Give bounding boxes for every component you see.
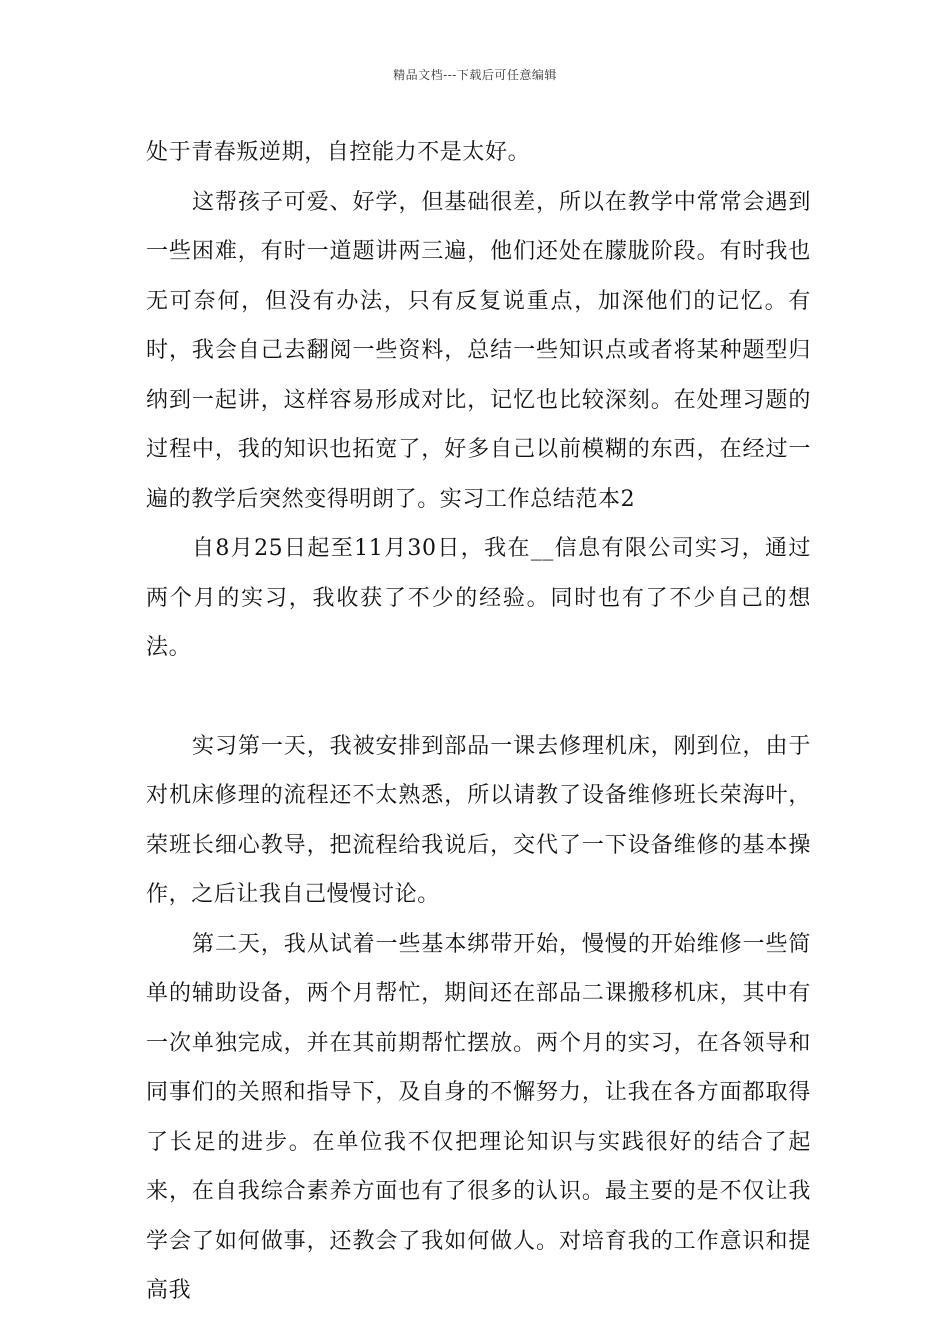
page-header: 精品文档---下载后可任意编辑 bbox=[393, 68, 557, 82]
document-body bbox=[146, 128, 811, 1316]
paragraph-1: 处于青春叛逆期，自控能力不是太好。 bbox=[146, 140, 531, 165]
paragraph-3: 自8月25日起至11月30日，我在__信息有限公司实习，通过两个月的实习，我收获了不少的经验。同时也有了不少自己的想法。 bbox=[146, 536, 811, 660]
paragraph-4: 实习第一天，我被安排到部品一课去修理机床，刚到位，由于对机床修理的流程还不太熟悉，所以请教了设备维修班长荣海叶，荣班长细心教导，把流程给我说后，交代了一下设备维修的基本操作，之后让我自己慢慢讨论。 bbox=[146, 733, 811, 907]
paragraph-2: 这帮孩子可爱、好学，但基础很差，所以在教学中常常会遇到一些困难，有时一道题讲两三遍，他们还处在朦胧阶段。有时我也无可奈何，但没有办法，只有反复说重点，加深他们的记忆。有时，我会自己去翻阅一些资料，总结一些知识点或者将某种题型归纳到一起讲，这样容易形成对比，记忆也比较深刻。在处理习题的过程中，我的知识也拓宽了，好多自己以前模糊的东西，在经过一遍的教学后突然变得明朗了。实习工作总结范本2 bbox=[146, 189, 811, 512]
paragraph-spacer bbox=[146, 673, 811, 722]
paragraph-5: 第二天，我从试着一些基本绑带开始，慢慢的开始维修一些简单的辅助设备，两个月帮忙，期间还在部品二课搬移机床，其中有一次单独完成，并在其前期帮忙摆放。两个月的实习，在各领导和同事们的关照和指导下，及自身的不懈努力，让我在各方面都取得了长足的进步。在单位我不仅把理论知识与实践很好的结合了起来，在自我综合素养方面也有了很多的认识。最主要的是不仅让我学会了如何做事，还教会了我如何做人。对培育我的工作意识和提高我 bbox=[146, 931, 811, 1303]
